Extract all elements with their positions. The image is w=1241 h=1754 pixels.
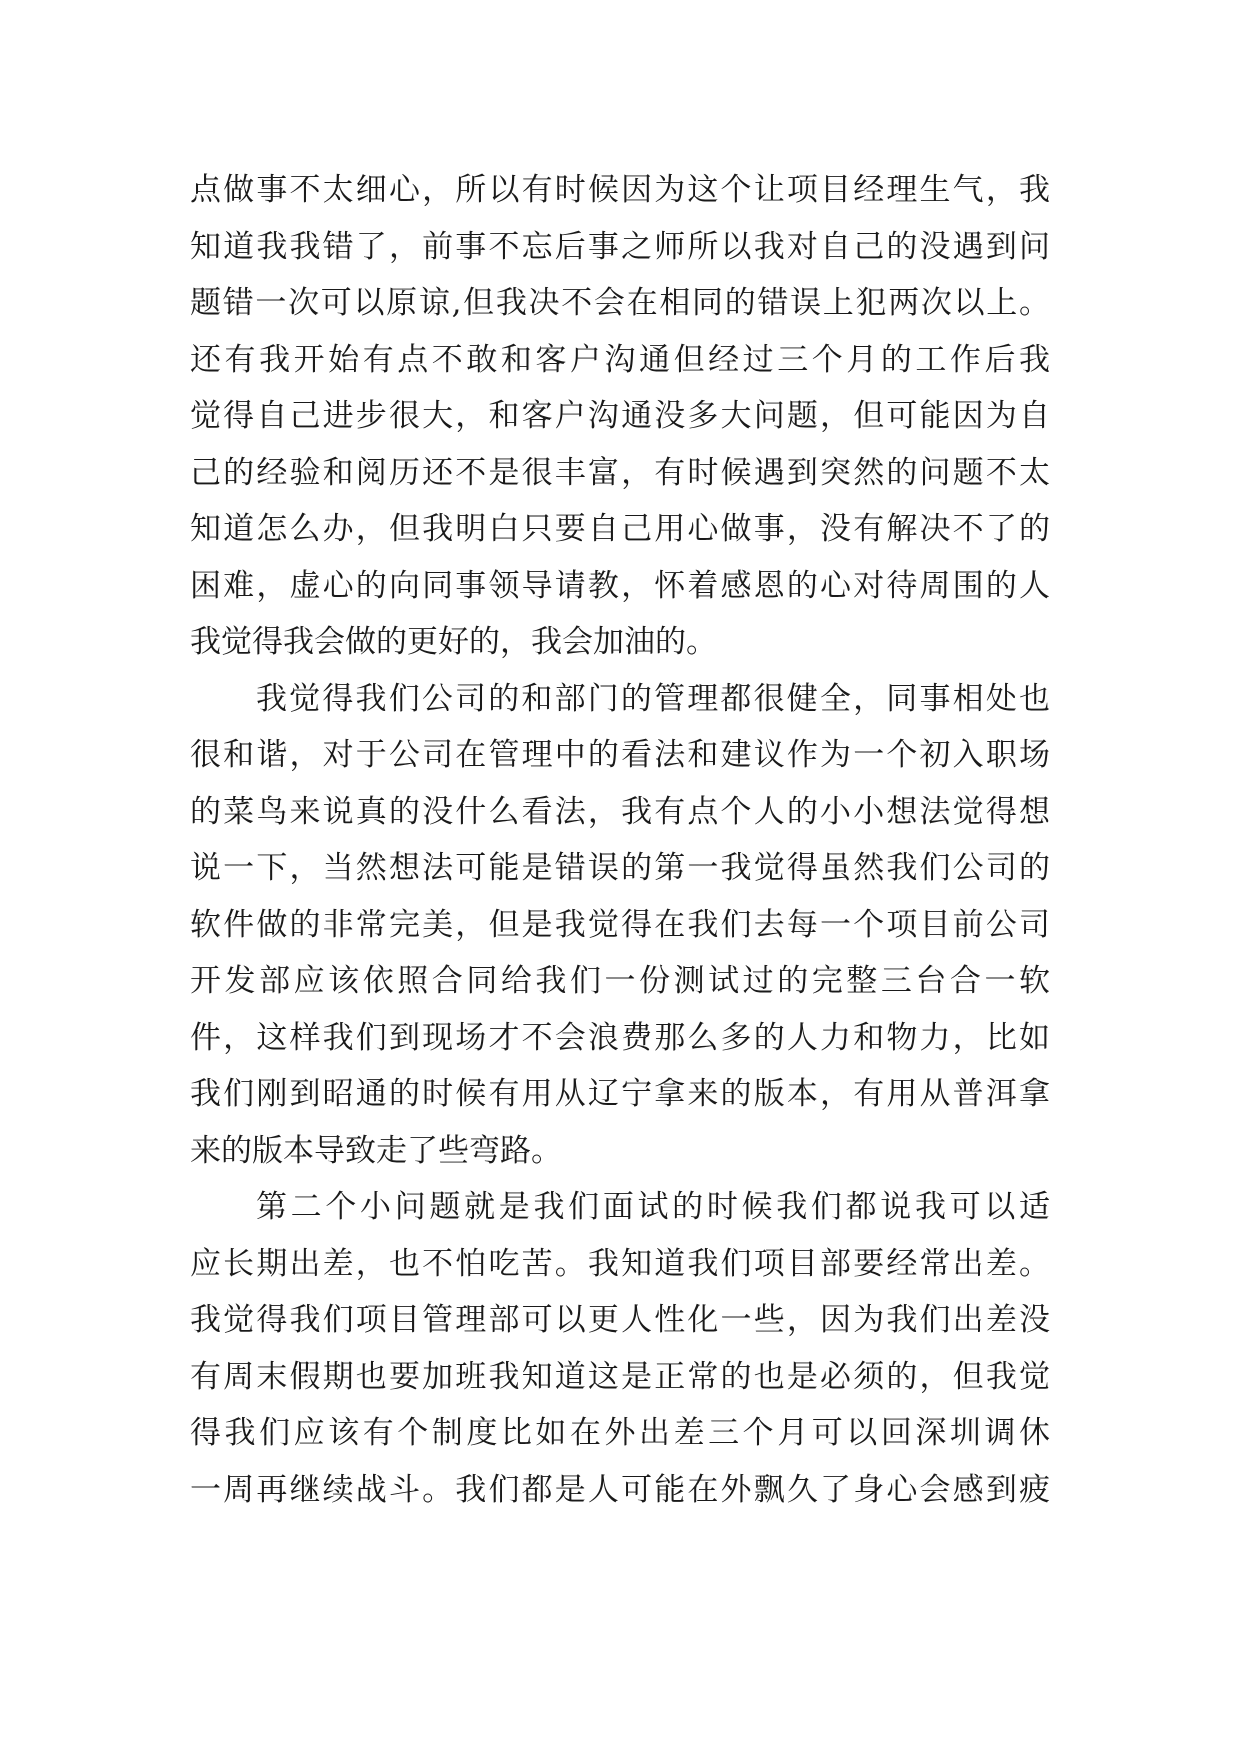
text-line: 困难，虚心的向同事领导请教，怀着感恩的心对待周围的人 <box>190 567 1050 604</box>
paragraph-start-line: 第二个小问题就是我们面试的时候我们都说我可以适 <box>256 1189 1050 1225</box>
text-line: 的菜鸟来说真的没什么看法，我有点个人的小小想法觉得想 <box>190 793 1050 830</box>
paragraph-start-line: 我觉得我们公司的和部门的管理都很健全，同事相处也 <box>256 680 1050 717</box>
text-line: 题错一次可以原谅,但我决不会在相同的错误上犯两次以上。 <box>190 285 1050 321</box>
text-line: 知道怎么办，但我明白只要自己用心做事，没有解决不了的 <box>190 511 1050 547</box>
text-line: 开发部应该依照合同给我们一份测试过的完整三台合一软 <box>190 963 1050 999</box>
text-line: 件，这样我们到现场才不会浪费那么多的人力和物力，比如 <box>190 1019 1050 1056</box>
text-line: 一周再继续战斗。我们都是人可能在外飘久了身心会感到疲 <box>190 1471 1050 1508</box>
text-line: 我们刚到昭通的时候有用从辽宁拿来的版本，有用从普洱拿 <box>190 1076 1050 1112</box>
text-line: 应长期出差，也不怕吃苦。我知道我们项目部要经常出差。 <box>190 1245 1050 1282</box>
text-line: 知道我我错了，前事不忘后事之师所以我对自己的没遇到问 <box>190 228 1050 265</box>
text-line: 得我们应该有个制度比如在外出差三个月可以回深圳调休 <box>190 1415 1050 1451</box>
text-line: 点做事不太细心，所以有时候因为这个让项目经理生气，我 <box>190 172 1050 208</box>
text-line: 来的版本导致走了些弯路。 <box>190 1132 562 1169</box>
text-line: 还有我开始有点不敢和客户沟通但经过三个月的工作后我 <box>190 341 1050 378</box>
body-text <box>190 162 1050 1518</box>
text-line: 觉得自己进步很大，和客户沟通没多大问题，但可能因为自 <box>190 398 1050 434</box>
text-line: 己的经验和阅历还不是很丰富，有时候遇到突然的问题不太 <box>190 454 1050 491</box>
text-line: 说一下，当然想法可能是错误的第一我觉得虽然我们公司的 <box>190 850 1050 886</box>
text-line: 有周末假期也要加班我知道这是正常的也是必须的，但我觉 <box>190 1358 1050 1395</box>
text-line: 软件做的非常完美，但是我觉得在我们去每一个项目前公司 <box>190 906 1050 943</box>
text-line: 我觉得我们项目管理部可以更人性化一些，因为我们出差没 <box>190 1302 1050 1338</box>
text-line: 很和谐，对于公司在管理中的看法和建议作为一个初入职场 <box>190 737 1050 773</box>
text-line: 我觉得我会做的更好的，我会加油的。 <box>190 624 717 660</box>
